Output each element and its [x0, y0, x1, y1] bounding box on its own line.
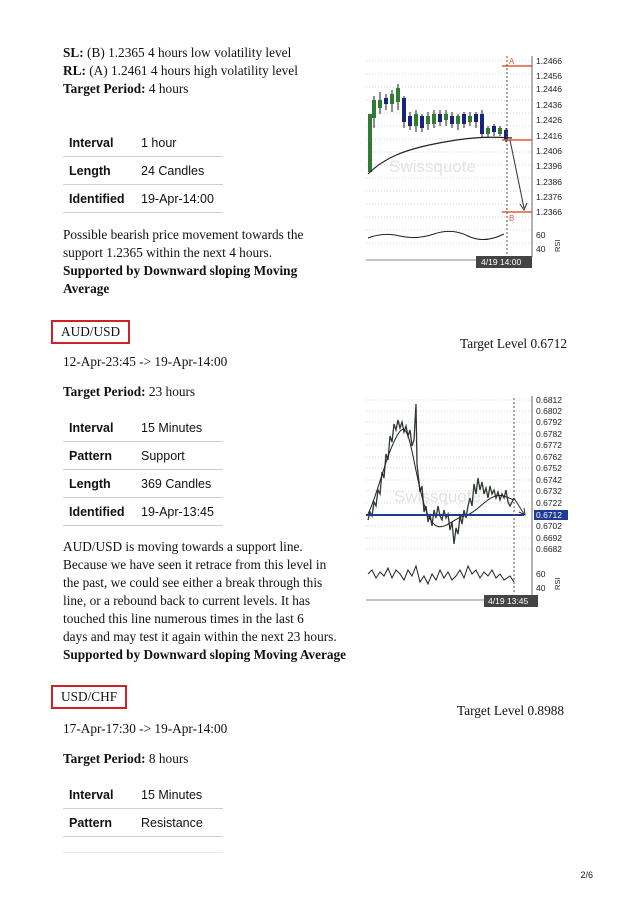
support-note: Supported by Downward sloping Moving Average — [63, 647, 347, 662]
rsi-tick: 40 — [536, 583, 546, 593]
target-period-2 — [63, 383, 195, 401]
y-tick: 1.2376 — [536, 192, 562, 202]
support-note: Supported by Downward sloping Moving — [63, 263, 298, 278]
gbp-usd-chart — [364, 52, 574, 270]
table-key: Length — [63, 470, 135, 498]
description-line: line, or a rebound back to current levels. It has — [63, 593, 311, 608]
y-tick: 0.6782 — [536, 429, 562, 439]
rl-text: (A) 1.2461 4 hours high volatility level — [85, 63, 298, 78]
watermark: Swissquote — [394, 487, 481, 506]
table-value: Resistance — [135, 809, 223, 837]
y-tick: 1.2456 — [536, 71, 562, 81]
y-tick: 0.6772 — [536, 440, 562, 450]
y-tick: 0.6792 — [536, 417, 562, 427]
y-tick: 1.2366 — [536, 207, 562, 217]
rsi-line — [368, 566, 514, 584]
y-tick: 0.6732 — [536, 486, 562, 496]
table-row — [63, 414, 223, 442]
description-line: touched this line numerous times in the last 6 — [63, 611, 304, 626]
target-period-label: Target Period: — [63, 384, 146, 399]
description-line: the past, we could see either a break through this — [63, 575, 323, 590]
date-range-2: 12-Apr-23:45 -> 19-Apr-14:00 — [63, 354, 228, 369]
marker-b: B — [509, 214, 515, 223]
y-tick: 0.6722 — [536, 498, 562, 508]
table-row — [63, 442, 223, 470]
sl-text: (B) 1.2365 4 hours low volatility level — [83, 45, 292, 60]
pair-label-usd-chf: USD/CHF — [51, 685, 127, 709]
table-value: 19-Apr-13:45 — [135, 498, 223, 526]
target-level-3: Target Level 0.8988 — [457, 703, 565, 718]
table-row — [63, 498, 223, 526]
rl-label: RL: — [63, 63, 86, 78]
table-row — [63, 809, 223, 837]
table-key: Pattern — [63, 809, 135, 837]
sl-line — [63, 44, 291, 62]
target-period-value: 4 hours — [145, 81, 189, 96]
spec-table-2 — [63, 414, 223, 526]
y-tick: 1.2466 — [536, 56, 562, 66]
y-tick: 0.6812 — [536, 395, 562, 405]
projection-arrow — [514, 498, 524, 514]
rsi-ticks — [536, 230, 546, 254]
y-tick: 0.6762 — [536, 452, 562, 462]
table-value: 15 Minutes — [135, 414, 223, 442]
table-value: 369 Candles — [135, 470, 223, 498]
rsi-ticks — [536, 569, 546, 593]
table-value: 24 Candles — [135, 157, 223, 185]
table-key: Interval — [63, 129, 135, 157]
y-axis-ticks — [536, 56, 562, 217]
page-number: 2/6 — [580, 870, 593, 880]
table-divider — [63, 852, 223, 853]
target-period-label: Target Period: — [63, 81, 146, 96]
y-tick: 1.2416 — [536, 131, 562, 141]
sl-label: SL: — [63, 45, 84, 60]
y-tick: 0.6712 — [536, 510, 562, 520]
table-row — [63, 185, 223, 213]
description-line: Possible bearish price movement towards the — [63, 227, 304, 242]
table-row — [63, 470, 223, 498]
table-value: 19-Apr-14:00 — [135, 185, 223, 213]
y-tick: 1.2386 — [536, 177, 562, 187]
y-tick: 1.2436 — [536, 100, 562, 110]
aud-usd-chart — [364, 394, 574, 608]
y-tick: 1.2396 — [536, 161, 562, 171]
y-tick: 0.6692 — [536, 533, 562, 543]
y-tick: 0.6802 — [536, 406, 562, 416]
timestamp: 4/19 13:45 — [488, 596, 529, 606]
y-tick: 1.2426 — [536, 115, 562, 125]
description-1 — [63, 226, 353, 298]
table-row — [63, 157, 223, 185]
table-key: Identified — [63, 498, 135, 526]
table-value: 1 hour — [135, 129, 223, 157]
y-tick: 1.2406 — [536, 146, 562, 156]
rsi-label: RSI — [553, 577, 562, 590]
y-tick: 1.2446 — [536, 84, 562, 94]
watermark: Swissquote — [389, 157, 476, 176]
support-note: Average — [63, 281, 110, 296]
target-period-1 — [63, 80, 188, 98]
table-key: Pattern — [63, 442, 135, 470]
target-period-value: 23 hours — [145, 384, 196, 399]
description-2 — [63, 538, 393, 664]
y-tick: 0.6702 — [536, 521, 562, 531]
spec-table-3 — [63, 781, 223, 837]
marker-a: A — [509, 57, 515, 66]
table-key: Identified — [63, 185, 135, 213]
target-level-2: Target Level 0.6712 — [460, 336, 568, 351]
description-line: AUD/USD is moving towards a support line. — [63, 539, 303, 554]
table-row — [63, 781, 223, 809]
table-row — [63, 129, 223, 157]
target-period-value: 8 hours — [145, 751, 189, 766]
target-period-3 — [63, 750, 188, 768]
y-tick: 0.6682 — [536, 544, 562, 554]
rsi-line — [368, 231, 504, 239]
date-range-3: 17-Apr-17:30 -> 19-Apr-14:00 — [63, 721, 228, 736]
table-key: Interval — [63, 781, 135, 809]
table-value: Support — [135, 442, 223, 470]
spec-table-1 — [63, 129, 223, 213]
pair-label-aud-usd: AUD/USD — [51, 320, 130, 344]
rsi-label: RSI — [553, 239, 562, 252]
description-line: Because we have seen it retrace from this level in — [63, 557, 327, 572]
description-line: days and may test it again within the next 23 hours. — [63, 629, 337, 644]
rl-line — [63, 62, 298, 80]
y-axis-ticks — [534, 395, 568, 554]
target-period-label: Target Period: — [63, 751, 146, 766]
projection-arrow — [510, 140, 524, 208]
price-line — [368, 404, 514, 544]
rsi-tick: 60 — [536, 230, 546, 240]
y-tick: 0.6752 — [536, 463, 562, 473]
rsi-tick: 40 — [536, 244, 546, 254]
table-value: 15 Minutes — [135, 781, 223, 809]
table-key: Length — [63, 157, 135, 185]
rsi-tick: 60 — [536, 569, 546, 579]
table-key: Interval — [63, 414, 135, 442]
timestamp: 4/19 14:00 — [481, 257, 522, 267]
description-line: support 1.2365 within the next 4 hours. — [63, 245, 273, 260]
y-tick: 0.6742 — [536, 475, 562, 485]
